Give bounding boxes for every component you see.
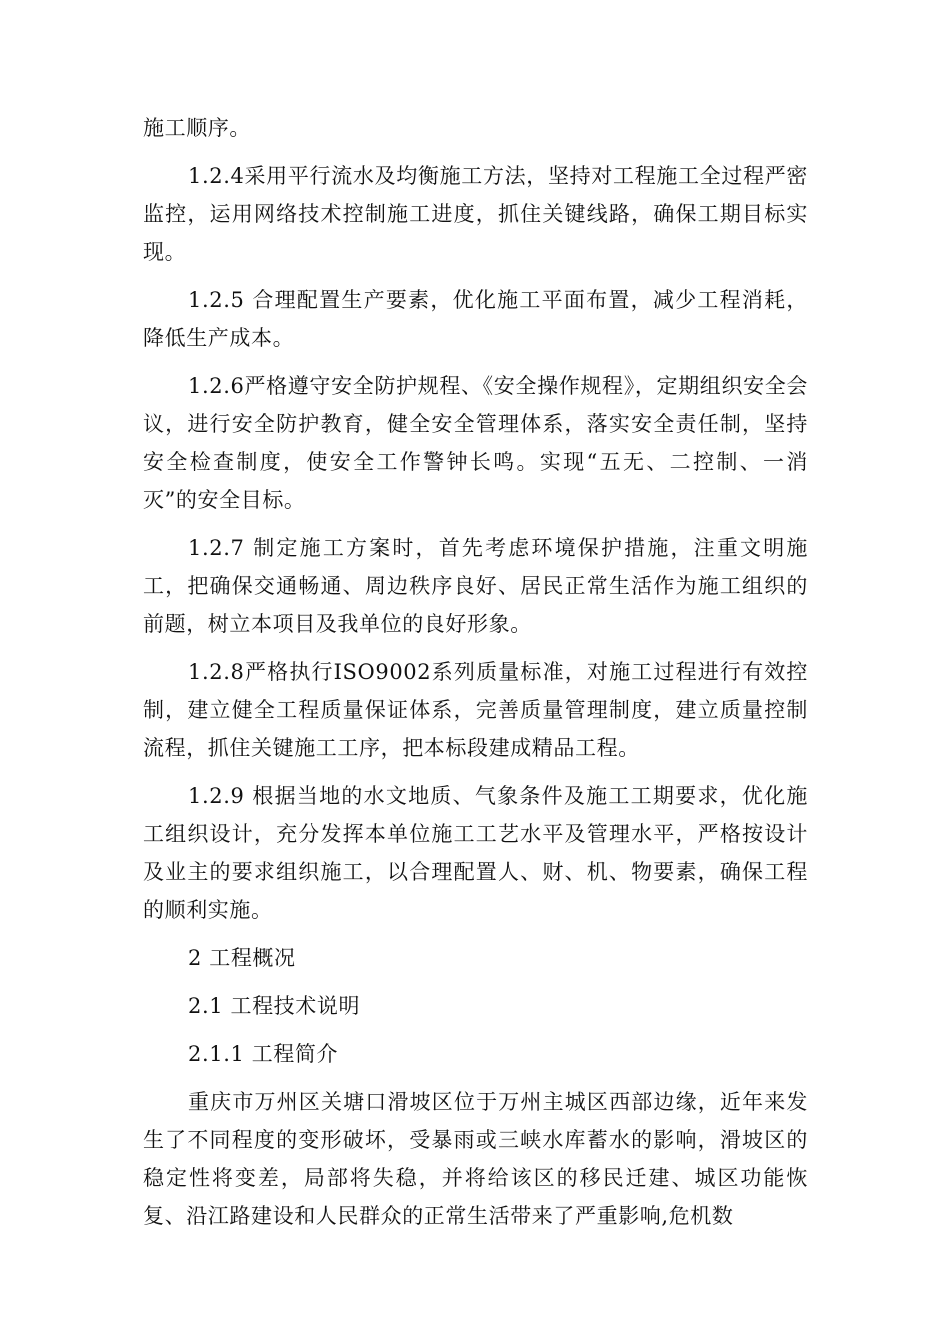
document-body <box>143 109 808 1235</box>
paragraph-1-2-4: 1.2.4采用平行流水及均衡施工方法，坚持对工程施工全过程严密监控，运用网络技术控制施工进度，抓住关键线路，确保工期目标实现。 <box>143 164 808 264</box>
section-heading-2-1-1: 2.1.1 工程简介 <box>188 1042 339 1066</box>
section-heading-2-1: 2.1 工程技术说明 <box>188 994 361 1018</box>
paragraph-continuation: 施工顺序。 <box>143 116 251 140</box>
paragraph-1-2-7: 1.2.7 制定施工方案时，首先考虑环境保护措施，注重文明施工，把确保交通畅通、周边秩序良好、居民正常生活作为施工组织的前题，树立本项目及我单位的良好形象。 <box>143 536 808 636</box>
paragraph-1-2-9: 1.2.9 根据当地的水文地质、气象条件及施工工期要求，优化施工组织设计，充分发挥本单位施工工艺水平及管理水平，严格按设计及业主的要求组织施工，以合理配置人、财、机、物要素，确保工程的顺利实施。 <box>143 784 808 922</box>
paragraph-1-2-5: 1.2.5 合理配置生产要素，优化施工平面布置，减少工程消耗，降低生产成本。 <box>143 288 808 350</box>
paragraph-project-intro: 重庆市万州区关塘口滑坡区位于万州主城区西部边缘，近年来发生了不同程度的变形破坏，受暴雨或三峡水库蓄水的影响，滑坡区的稳定性将变差，局部将失稳，并将给该区的移民迁建、城区功能恢复、沿江路建设和人民群众的正常生活带来了严重影响,危机数 <box>143 1090 808 1228</box>
section-heading-2: 2 工程概况 <box>188 946 296 970</box>
paragraph-1-2-8: 1.2.8严格执行ISO9002系列质量标准，对施工过程进行有效控制，建立健全工程质量保证体系，完善质量管理制度，建立质量控制流程，抓住关键施工工序，把本标段建成精品工程。 <box>143 660 808 760</box>
paragraph-1-2-6: 1.2.6严格遵守安全防护规程、《安全操作规程》，定期组织安全会议，进行安全防护教育，健全安全管理体系，落实安全责任制，坚持安全检查制度，使安全工作警钟长鸣。实现“五无、二控制、一消灭”的安全目标。 <box>143 374 808 512</box>
